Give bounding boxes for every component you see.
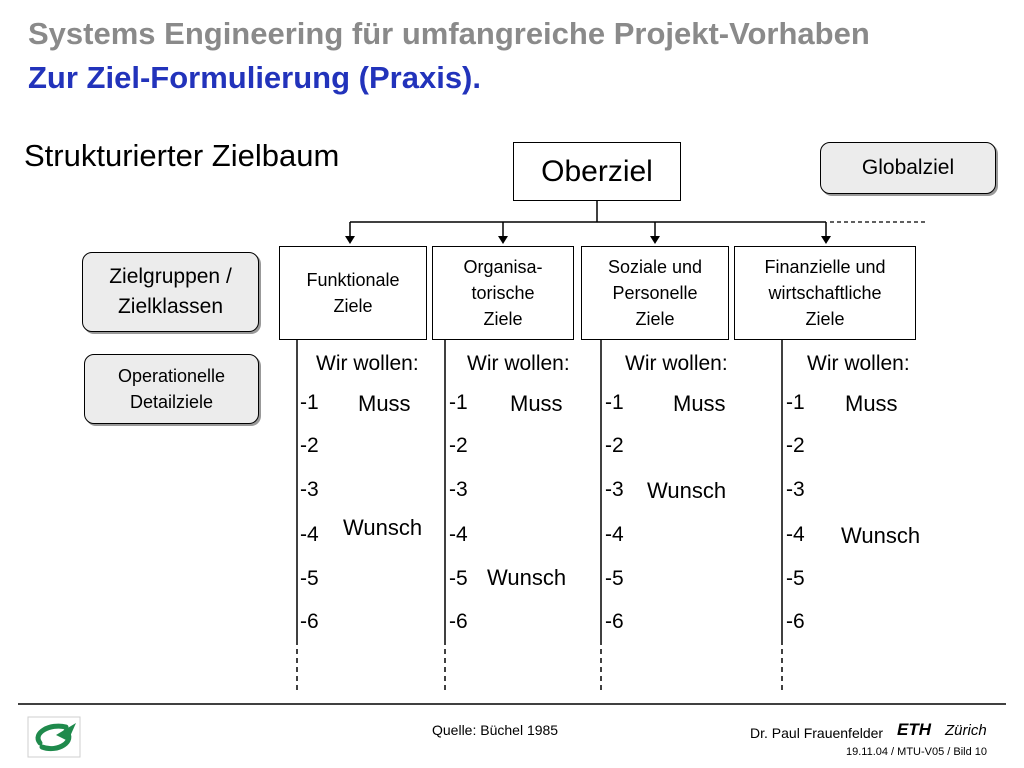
wunsch-label: Wunsch <box>487 565 567 590</box>
goal-number: -2 <box>786 434 805 457</box>
source-citation: Quelle: Büchel 1985 <box>432 722 559 738</box>
goal-number: -1 <box>605 391 624 414</box>
eth-wordmark: ETH <box>897 720 931 739</box>
goal-number: -2 <box>605 434 624 457</box>
category-label: Finanzielle und wirtschaftliche Ziele <box>764 257 886 329</box>
detailziele-label: Operationelle Detailziele <box>117 366 226 412</box>
goal-number: -1 <box>786 391 805 414</box>
category-label: Funktionale Ziele <box>306 270 400 316</box>
goal-number: -4 <box>786 523 805 546</box>
detailziele-box <box>84 354 259 424</box>
goal-number: -6 <box>300 610 319 633</box>
zurich-wordmark: Zürich <box>945 722 987 739</box>
section-heading: Strukturierter Zielbaum <box>24 138 340 173</box>
goal-number: -5 <box>605 567 624 590</box>
goal-number: -3 <box>786 478 805 501</box>
category-box-funktionale <box>279 246 427 340</box>
slide-title: Systems Engineering für umfangreiche Projekt-Vorhaben <box>28 16 870 51</box>
oberziel-box <box>513 142 681 201</box>
category-box-soziale <box>581 246 729 340</box>
wunsch-label: Wunsch <box>647 478 727 503</box>
goal-number: -6 <box>786 610 805 633</box>
muss-label: Muss <box>845 391 898 416</box>
category-box-finanzielle <box>734 246 916 340</box>
category-label: Soziale und Personelle Ziele <box>607 257 703 329</box>
globalziel-label: Globalziel <box>861 156 955 179</box>
author-name: Dr. Paul Frauenfelder <box>750 725 884 741</box>
goal-number: -5 <box>300 567 319 590</box>
category-box-organisatorische <box>432 246 574 340</box>
wir-wollen-label: Wir wollen: <box>467 352 570 375</box>
goal-number: -4 <box>605 523 624 546</box>
goal-number: -1 <box>300 391 319 414</box>
muss-label: Muss <box>510 391 563 416</box>
goal-number: -6 <box>449 610 468 633</box>
goal-number: -5 <box>449 567 468 590</box>
muss-label: Muss <box>673 391 726 416</box>
goal-number: -3 <box>605 478 624 501</box>
slide-reference: 19.11.04 / MTU-V05 / Bild 10 <box>846 746 988 758</box>
zielgruppen-box <box>82 252 259 332</box>
eth-logo-icon <box>26 715 82 759</box>
goal-number: -3 <box>300 478 319 501</box>
zielgruppen-label: Zielgruppen / Zielklassen <box>109 265 232 318</box>
wir-wollen-label: Wir wollen: <box>625 352 728 375</box>
wunsch-label: Wunsch <box>841 523 921 548</box>
goal-number: -2 <box>449 434 468 457</box>
category-label: Organisa- torische Ziele <box>463 257 543 329</box>
goal-number: -3 <box>449 478 468 501</box>
muss-label: Muss <box>358 391 411 416</box>
goal-number: -4 <box>300 523 319 546</box>
wunsch-label: Wunsch <box>343 515 423 540</box>
wir-wollen-label: Wir wollen: <box>807 352 910 375</box>
goal-number: -5 <box>786 567 805 590</box>
goal-number: -4 <box>449 523 468 546</box>
goal-number: -1 <box>449 391 468 414</box>
slide-subtitle: Zur Ziel-Formulierung (Praxis). <box>28 60 481 95</box>
globalziel-box <box>820 142 996 194</box>
goal-number: -6 <box>605 610 624 633</box>
goal-number: -2 <box>300 434 319 457</box>
wir-wollen-label: Wir wollen: <box>316 352 419 375</box>
oberziel-label: Oberziel <box>541 154 653 188</box>
